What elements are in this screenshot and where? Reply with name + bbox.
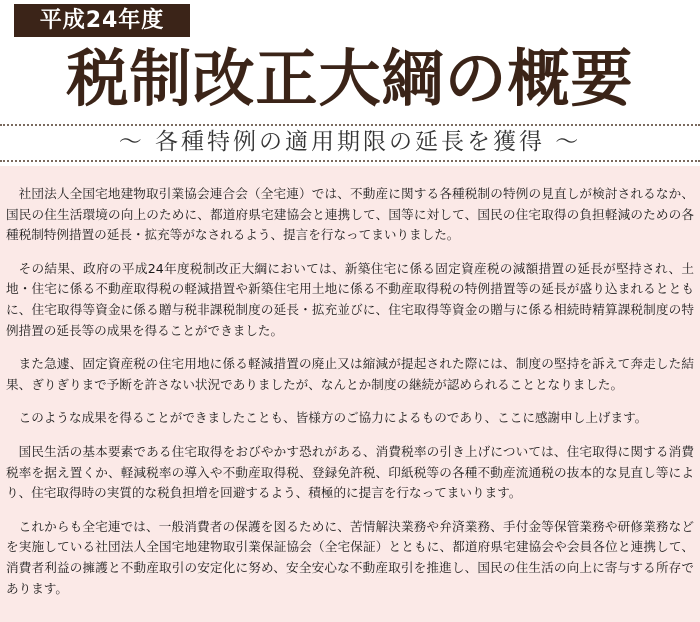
body-paragraph: 国民生活の基本要素である住宅取得をおびやかす恐れがある、消費税率の引き上げについては、住宅取得に関する消費税率を据え置くか、軽減税率の導入や不動産取得税、登録免許税、印紙税等の各種不動産流通税の抜本的な見直し等により、住宅取得時の実質的な税負担増を回避するよう、積極的に提言を行なってまいります。 <box>6 443 694 501</box>
body-paragraph: また急遽、固定資産税の住宅用地に係る軽減措置の廃止又は縮減が提起された際には、制度の堅持を訴えて奔走した結果、ぎりぎりまで予断を許さない状況でありましたが、なんとか制度の継続が認められることとなりました。 <box>6 356 694 392</box>
page-title: 税制改正大綱の概要 <box>66 42 634 115</box>
year-badge: 平成24年度 <box>14 4 190 37</box>
body-paragraph: これからも全宅連では、一般消費者の保護を図るために、苦情解決業務や弁済業務、手付金等保管業務や研修業務などを実施している社団法人全国宅地建物取引業保証協会（全宅保証）とともに、都道府県宅建協会や会員各位と連携して、消費者利益の擁護と不動産取引の安定化に努め、安全安心な不動産取引を推進し、国民の住生活の向上に寄与する所存であります。 <box>6 518 695 596</box>
body-paragraph: このような成果を得ることができましたことも、皆様方のご協力によるものであり、ここに感謝申し上げます。 <box>18 410 648 426</box>
body-paragraph: その結果、政府の平成24年度税制改正大綱においては、新築住宅に係る固定資産税の減額措置の延長が堅持され、土地・住宅に係る不動産取得税の軽減措置や新築住宅用土地に係る不動産取得税の特例措置等の延長が盛り込まれるとともに、住宅取得等資金に係る贈与税非課税制度の延長・拡充並びに、住宅取得等資金の贈与に係る相続時精算課税制度の特例措置の延長等の成果を得ることができました。 <box>6 260 695 338</box>
body-paragraph: 社団法人全国宅地建物取引業協会連合会（全宅連）では、不動産に関する各種税制の特例の見直しが検討されるなか、国民の住生活環境の向上のために、都道府県宅建協会と連携して、国等に対して、国民の住宅取得の負担軽減のための各種税制特例措置の延長・拡充等がなされるよう、提言を行なってまいりました。 <box>6 186 695 243</box>
subtitle-divider-top <box>0 124 700 126</box>
subtitle-divider-bottom <box>0 160 700 162</box>
subtitle: ～ 各種特例の適用期限の延長を獲得 ～ <box>118 129 582 155</box>
body-panel <box>0 166 700 622</box>
